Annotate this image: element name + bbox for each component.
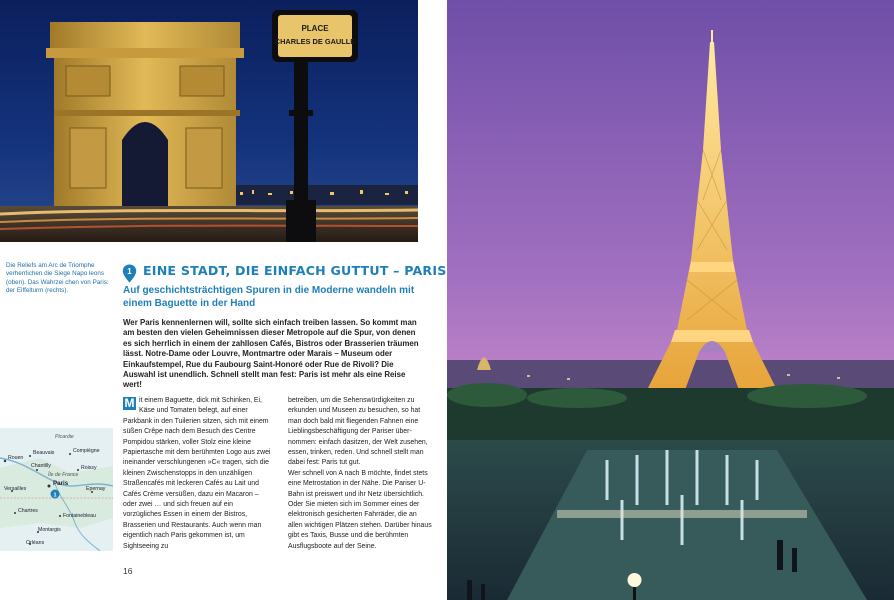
- map-marker-number: 1: [53, 492, 57, 499]
- map-label-beauvais: Beauvais: [33, 450, 55, 456]
- arc-de-triomphe-illustration: [0, 0, 418, 242]
- eiffel-tower-illustration: [447, 0, 894, 600]
- lead-paragraph: Wer Paris kennenlernen will, sollte sich einfach treiben lassen. So kommt man am besten den vielen Geheimnissen dieser Metropole auf die Spur, von denen es sich herrlich in einem der zahllosen Cafés, Bistros oder Brasserien träumen lässt. Notre-Dame oder Louvre, Montmartre oder Marais – Museum oder Einkaufstempel, Rue du Faubourg Saint-Honoré oder Rue de Rivoli? Die Auswahl ist unendlich. Schnell stellt man fest: Paris ist mehr als eine Reise wert!: [123, 318, 419, 390]
- section-number: 1: [127, 267, 132, 277]
- article-headline: EINE STADT, DIE EINFACH GUTTUT – PARIS: [143, 263, 447, 278]
- map-label-chartres: Chartres: [18, 508, 38, 514]
- arc-de-triomphe-photo: [0, 0, 418, 242]
- map-label-fontainebleau: Fontainebleau: [63, 513, 96, 519]
- street-sign-line1: PLACE: [301, 24, 329, 33]
- map-label-picardie: Picardie: [55, 434, 74, 440]
- region-map: [0, 428, 113, 551]
- map-label-roissy: Roissy: [81, 465, 97, 471]
- map-label-rouen: Rouen: [8, 455, 24, 461]
- map-label-chantilly: Chantilly: [31, 463, 51, 469]
- map-label-versailles: Versailles: [4, 486, 27, 492]
- body-column-2: [288, 396, 432, 552]
- eiffel-tower-photo: [447, 0, 894, 600]
- body-text-col1: it einem Baguette, dick mit Schinken, Ei, Käse und Tomaten belegt, auf einer Parkbank in den Tuilerien sitzen, sich mit einem süßen Crêpe nach dem Besuch des Centre Pompidou stärken, voller Stolz eine kleine Papiertasche mit dem berühmten Logo aus zwei ineinander verschlungenen »C« tragen, sich die kleinen Zwischenstopps in den unzähligen Straßencafés mit leckeren Cafés au Lait und Cafés Crème versüßen, dazu ein Macaron – oder zwei … und sich freuen auf ein vorzügliches Essen in einem der Bistros, Brasserien und Restaurants. Auch wenn man eigentlich nach Paris gekommen ist, um Sightseeing zu: [123, 397, 271, 550]
- map-label-orleans: Orléans: [26, 540, 45, 546]
- body-text-col2b: Wer schnell von A nach B möchte, findet stets eine Metrostation in der Nähe. Die Pariser U-Bahn ist preiswert und ihr Netz übersichtlich. Oder Sie mieten sich im Sommer eines der elektronisch gesicherten Fahrräder, die an allen wichtigen Plätzen stehen. Darüber hinaus gibt es Taxis, Busse und die berühmten Ausflugsboote auf der Seine.: [288, 469, 432, 550]
- page-number: 16: [123, 566, 133, 576]
- map-label-compiegne: Compiègne: [73, 448, 100, 454]
- article-subhead: Auf geschichtsträchtigen Spuren in die Moderne wandeln mit einem Baguette in der Hand: [123, 285, 415, 309]
- map-label-ile-de-france: Île de France: [48, 472, 79, 478]
- drop-cap: M: [124, 396, 135, 410]
- body-text-col2a: betreiben, um die Sehenswürdigkeiten zu erkunden und Museen zu besuchen, so hat man doch bald mit fliegenden Fahnen eine Lieblingsbeschäftigung der Pariser übernommen: einfach dasitzen, der Welt zusehen, essen, trinken, reden. Und schnell stellt man dabei fest: Paris tut gut.: [288, 397, 428, 467]
- location-pin-icon: [122, 264, 137, 283]
- map-label-paris: Paris: [53, 480, 69, 487]
- map-label-epernay: Epernay: [86, 486, 106, 492]
- map-label-montargis: Montargis: [38, 527, 61, 533]
- body-column-1: [123, 396, 273, 552]
- photo-caption: Die Reliefs am Arc de Triomphe verherrlichen die Siege Napo leons (oben). Das Wahrzei chen von Paris: der Eiffelturm (rechts).: [6, 262, 109, 295]
- street-sign-line2: CHARLES DE GAULLE: [274, 37, 356, 46]
